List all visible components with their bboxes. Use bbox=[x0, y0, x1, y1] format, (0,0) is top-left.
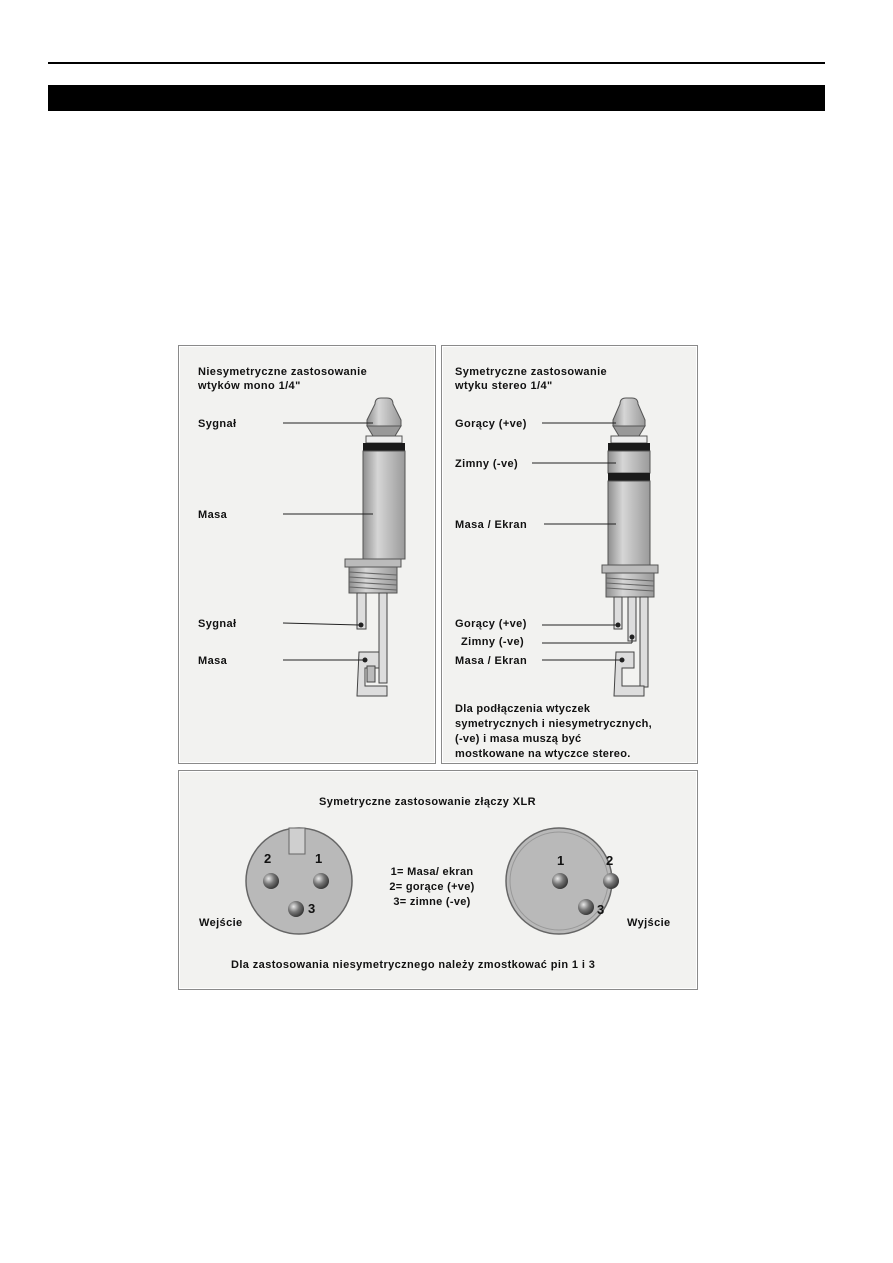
label-cold-top: Zimny (-ve) bbox=[455, 458, 519, 470]
xlr-input-pin-3 bbox=[288, 901, 304, 917]
label-hot-bottom: Gorący (+ve) bbox=[455, 618, 527, 630]
xlr-title: Symetryczne zastosowanie złączy XLR bbox=[319, 796, 536, 808]
stereo-title-line2: wtyku stereo 1/4" bbox=[455, 380, 553, 392]
xlr-input-pin-3-label: 3 bbox=[308, 901, 316, 916]
label-ground-screen-mid: Masa / Ekran bbox=[455, 519, 528, 531]
mono-jack-drawing bbox=[179, 346, 435, 763]
top-rule bbox=[48, 62, 825, 64]
header-bar bbox=[48, 85, 825, 111]
stereo-note bbox=[455, 702, 652, 762]
stereo-jack-panel bbox=[441, 345, 698, 764]
xlr-input-pin-2 bbox=[263, 873, 279, 889]
legend-line: 2= gorące (+ve) bbox=[389, 881, 475, 893]
xlr-output-pin-3 bbox=[578, 899, 594, 915]
label-hot-top: Gorący (+ve) bbox=[455, 418, 527, 430]
label-ground-mid: Masa bbox=[198, 509, 228, 521]
label-cold-bottom: Zimny (-ve) bbox=[461, 636, 525, 648]
legend-line: 1= Masa/ ekran bbox=[390, 866, 474, 878]
label-ground-bottom: Masa bbox=[198, 655, 228, 667]
mono-title-line1: Niesymetryczne zastosowanie bbox=[198, 366, 368, 378]
xlr-input-pin-2-label: 2 bbox=[264, 851, 272, 866]
xlr-panel bbox=[178, 770, 698, 990]
label-signal-bottom: Sygnał bbox=[198, 618, 237, 630]
xlr-output-pin-1 bbox=[552, 873, 568, 889]
mono-jack-panel bbox=[178, 345, 436, 764]
xlr-output-pin-1-label: 1 bbox=[557, 853, 565, 868]
xlr-output-label: Wyjście bbox=[627, 917, 671, 929]
stereo-title-line1: Symetryczne zastosowanie bbox=[455, 366, 608, 378]
xlr-input-pin-1-label: 1 bbox=[315, 851, 323, 866]
stereo-jack-drawing bbox=[442, 346, 697, 763]
note-line: Dla podłączenia wtyczek bbox=[455, 703, 591, 715]
note-line: symetrycznych i niesymetrycznych, bbox=[455, 718, 652, 730]
label-ground-screen-bottom: Masa / Ekran bbox=[455, 655, 528, 667]
xlr-pin-legend bbox=[367, 865, 497, 910]
xlr-output-pin-3-label: 3 bbox=[597, 902, 605, 917]
xlr-input-pin-1 bbox=[313, 873, 329, 889]
xlr-footer: Dla zastosowania niesymetrycznego należy zmostkować pin 1 i 3 bbox=[231, 959, 596, 971]
xlr-output-pin-2 bbox=[603, 873, 619, 889]
label-signal-top: Sygnał bbox=[198, 418, 237, 430]
note-line: (-ve) i masa muszą być bbox=[455, 733, 582, 745]
note-line: mostkowane na wtyczce stereo. bbox=[455, 748, 631, 760]
legend-line: 3= zimne (-ve) bbox=[393, 896, 471, 908]
xlr-output-pin-2-label: 2 bbox=[606, 853, 614, 868]
mono-title-line2: wtyków mono 1/4" bbox=[198, 380, 301, 392]
xlr-input-label: Wejście bbox=[199, 917, 243, 929]
